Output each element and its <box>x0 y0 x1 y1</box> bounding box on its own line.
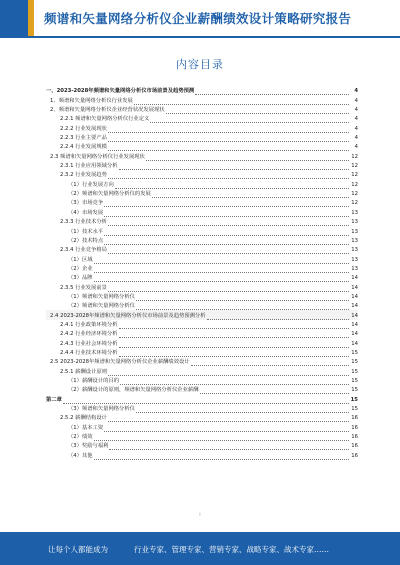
toc-dot-leader <box>108 249 349 255</box>
toc-entry-title: 一、2023-2028年频谱和矢量网络分析仪市场前景及趋势预测 <box>46 88 195 95</box>
toc-entry[interactable] <box>46 366 358 375</box>
header-divider <box>0 36 400 38</box>
toc-entry-title: 2.4.3 行业社会环境分析 <box>60 340 118 347</box>
toc-entry[interactable] <box>46 142 358 151</box>
toc-entry[interactable] <box>46 207 358 216</box>
toc-entry-title: 2.2.3 行业主要产品 <box>60 135 107 142</box>
toc-entry-title: （3）品牌 <box>68 275 93 282</box>
toc-entry[interactable] <box>46 329 358 338</box>
toc-entry-page: 15 <box>351 349 358 356</box>
toc-entry-title: 2.4.1 行业政策环境分析 <box>60 321 118 328</box>
toc-entry[interactable] <box>46 95 358 104</box>
toc-entry-page: 15 <box>350 396 358 403</box>
toc-entry-page: 16 <box>351 443 358 450</box>
toc-entry-title: （1）频谱和矢量网络分析仪 <box>68 293 135 300</box>
report-title: 频谱和矢量网络分析仪企业薪酬绩效设计策略研究报告 <box>44 11 352 26</box>
toc-entry[interactable] <box>46 114 358 123</box>
toc-dot-leader <box>109 445 349 451</box>
toc-entry-title: 2.3 频谱和矢量网络分析仪行业发展现状 <box>50 153 145 160</box>
toc-entry-title: 2.3.4 行业竞争格局 <box>60 247 107 254</box>
toc-entry-page: 14 <box>351 293 358 300</box>
toc-entry-page: 15 <box>351 359 358 366</box>
toc-entry[interactable] <box>46 385 358 394</box>
toc-entry[interactable] <box>46 226 358 235</box>
toc-entry-title: 2.3.1 行业应用领域分析 <box>60 163 118 170</box>
table-of-contents <box>46 86 358 460</box>
toc-dot-leader <box>119 165 349 171</box>
toc-entry-title: （1）行业发展方向 <box>68 181 114 188</box>
toc-entry[interactable] <box>46 86 358 95</box>
toc-dot-leader <box>94 267 349 273</box>
toc-entry-page: 14 <box>351 303 358 310</box>
toc-entry-page: 15 <box>351 368 358 375</box>
toc-entry-title: （2）薪酬设计的原则，频谱和矢量网络分析仪企业薪酬 <box>68 387 199 394</box>
toc-entry-title: 2.5 2023-2028年频谱和矢量网络分析仪企业薪酬绩效设计 <box>50 359 190 366</box>
toc-dot-leader <box>104 426 349 432</box>
toc-entry[interactable] <box>46 413 358 422</box>
toc-entry-page: 13 <box>351 265 358 272</box>
toc-dot-leader <box>108 137 349 143</box>
toc-entry[interactable] <box>46 264 358 273</box>
toc-dot-leader <box>104 239 349 245</box>
toc-entry[interactable] <box>46 310 358 319</box>
toc-entry-page: 4 <box>354 88 358 95</box>
toc-dot-leader <box>94 454 349 460</box>
toc-entry[interactable] <box>46 394 358 403</box>
toc-entry[interactable] <box>46 133 358 142</box>
toc-dot-leader <box>108 417 349 423</box>
toc-entry-title: （1）技术水平 <box>68 228 104 235</box>
toc-dot-leader <box>108 174 349 180</box>
toc-entry-page: 13 <box>351 219 358 226</box>
toc-entry-page: 4 <box>354 97 358 104</box>
toc-entry-page: 13 <box>351 237 358 244</box>
toc-dot-leader <box>94 436 349 442</box>
toc-dot-leader <box>200 389 350 395</box>
toc-entry-title: （1）区域 <box>68 256 93 263</box>
toc-entry[interactable] <box>46 320 358 329</box>
toc-dot-leader <box>108 370 349 376</box>
toc-entry-page: 13 <box>351 209 358 216</box>
toc-dot-leader <box>166 109 349 115</box>
toc-entry-page: 4 <box>354 135 358 142</box>
toc-dot-leader <box>150 118 349 124</box>
toc-dot-leader <box>191 361 349 367</box>
toc-entry-page: 12 <box>351 200 358 207</box>
toc-heading: 内容目录 <box>176 58 224 71</box>
toc-entry-page: 13 <box>351 256 358 263</box>
toc-dot-leader <box>94 277 349 283</box>
toc-entry-page: 4 <box>354 144 358 151</box>
toc-entry[interactable] <box>46 198 358 207</box>
toc-entry[interactable] <box>46 170 358 179</box>
toc-entry[interactable] <box>46 151 358 160</box>
toc-entry-title: （1）薪酬设计的目的 <box>68 378 120 384</box>
toc-entry-page: 12 <box>351 163 358 170</box>
header-stripe <box>0 0 28 36</box>
toc-entry[interactable] <box>46 282 358 291</box>
toc-entry-title: （4）其他 <box>68 452 93 459</box>
toc-entry[interactable] <box>46 189 358 198</box>
toc-entry-page: 15 <box>351 387 358 394</box>
toc-entry-title: 2.3.3 行业技术分析 <box>60 219 107 226</box>
toc-entry-page: 4 <box>354 116 358 123</box>
toc-entry[interactable] <box>46 422 358 431</box>
toc-entry[interactable] <box>46 301 358 310</box>
toc-dot-leader <box>152 193 349 199</box>
toc-entry-title: 2.2.1 频谱和矢量网络分析仪行业定义 <box>60 116 150 123</box>
toc-dot-leader <box>119 342 349 348</box>
toc-dot-leader <box>108 221 349 227</box>
toc-dot-leader <box>104 202 349 208</box>
toc-entry-page: 14 <box>351 340 358 347</box>
toc-entry-page: 13 <box>351 228 358 235</box>
toc-entry[interactable] <box>46 245 358 254</box>
toc-entry-page: 16 <box>351 452 358 459</box>
toc-entry[interactable] <box>46 123 358 132</box>
toc-entry-page: 4 <box>354 125 358 132</box>
toc-dot-leader <box>108 127 349 133</box>
toc-entry[interactable] <box>46 236 358 245</box>
toc-entry-title: 2.4 2023-2028年频谱和矢量网络分析仪市场前景及趋势预测分析 <box>50 312 206 319</box>
toc-entry-page: 14 <box>351 331 358 338</box>
toc-dot-leader <box>134 99 349 105</box>
toc-entry-page: 14 <box>351 275 358 282</box>
toc-entry-title: （2）频谱和矢量网络分析仪的发展 <box>68 191 151 198</box>
toc-entry[interactable] <box>46 376 358 385</box>
toc-entry-title: （2）技术特点 <box>68 237 104 244</box>
toc-entry-page: 12 <box>351 191 358 198</box>
toc-entry-page: 13 <box>351 247 358 254</box>
toc-entry-page: 14 <box>351 312 358 319</box>
toc-entry[interactable] <box>46 217 358 226</box>
toc-dot-leader <box>115 183 349 189</box>
toc-dot-leader <box>146 155 349 161</box>
toc-dot-leader <box>136 408 349 414</box>
toc-dot-leader <box>108 286 349 292</box>
toc-entry-title: 2.5.2 薪酬结构设计 <box>60 415 107 422</box>
toc-entry-page: 12 <box>351 181 358 188</box>
toc-entry-page: 14 <box>351 321 358 328</box>
toc-entry-title: 2.2.4 行业发展规模 <box>60 144 107 151</box>
toc-entry-title: （4）市场发展 <box>68 209 104 216</box>
toc-dot-leader <box>108 146 349 152</box>
toc-dot-leader <box>104 230 349 236</box>
toc-entry[interactable] <box>46 441 358 450</box>
toc-dot-leader <box>119 333 349 339</box>
toc-dot-leader <box>63 398 349 404</box>
toc-entry-title: （2）频谱和矢量网络分析仪 <box>68 303 135 310</box>
toc-entry[interactable] <box>46 161 358 170</box>
toc-entry-page: 14 <box>351 284 358 291</box>
toc-entry[interactable] <box>46 179 358 188</box>
header-accent-stripe <box>28 0 34 36</box>
toc-dot-leader <box>195 90 349 96</box>
toc-entry[interactable] <box>46 404 358 413</box>
toc-entry[interactable] <box>46 105 358 114</box>
toc-entry-page: 16 <box>351 434 358 441</box>
toc-entry-title: （2）企业 <box>68 265 93 272</box>
toc-entry[interactable] <box>46 450 358 459</box>
toc-entry[interactable] <box>46 254 358 263</box>
toc-entry[interactable] <box>46 357 358 366</box>
toc-entry[interactable] <box>46 338 358 347</box>
toc-entry-page: 15 <box>351 378 358 384</box>
toc-entry-page: 12 <box>351 172 358 179</box>
toc-dot-leader <box>120 380 349 386</box>
toc-entry-page: 4 <box>354 107 358 114</box>
toc-dot-leader <box>104 211 349 217</box>
toc-entry[interactable] <box>46 348 358 357</box>
toc-dot-leader <box>136 305 349 311</box>
footer-roles: 行业专家、管理专家、营销专家、战略专家、战术专家…… <box>134 545 329 554</box>
toc-entry-title: 第二章 <box>46 396 62 403</box>
toc-dot-leader <box>136 295 349 301</box>
toc-dot-leader <box>119 351 349 357</box>
toc-entry-title: （2）绩效 <box>68 434 93 441</box>
toc-entry-page: 16 <box>351 424 358 431</box>
toc-dot-leader <box>119 323 349 329</box>
toc-entry-title: （3）奖励与福利 <box>68 443 109 450</box>
toc-entry-title: 2、频谱和矢量网络分析仪企业经营状况发展现状 <box>50 107 165 114</box>
toc-entry-title: 2.2.2 行业发展现状 <box>60 125 107 132</box>
toc-entry-title: （3）频谱和矢量网络分析仪 <box>68 406 135 413</box>
toc-entry-title: （1）基本工资 <box>68 424 104 431</box>
page-number: I <box>199 512 201 517</box>
toc-entry[interactable] <box>46 432 358 441</box>
toc-entry-page: 16 <box>351 415 358 422</box>
toc-entry-page: 15 <box>351 406 358 413</box>
toc-dot-leader <box>207 314 349 320</box>
toc-entry-title: （3）市场竞争 <box>68 200 104 207</box>
toc-entry-title: 2.4.2 行业经济环境分析 <box>60 331 118 338</box>
toc-entry[interactable] <box>46 292 358 301</box>
toc-entry-title: 1、频谱和矢量网络分析仪行业发展 <box>50 97 133 104</box>
toc-entry-title: 2.4.4 行业技术环境分析 <box>60 349 118 356</box>
toc-entry-title: 2.3.5 行业发展前景 <box>60 284 107 291</box>
toc-entry-title: 2.5.1 薪酬设计原则 <box>60 368 107 375</box>
toc-dot-leader <box>94 258 349 264</box>
toc-entry-page: 12 <box>351 153 358 160</box>
footer-slogan: 让每个人都能成为 <box>48 545 108 554</box>
toc-entry[interactable] <box>46 273 358 282</box>
toc-entry-title: 2.3.2 行业发展趋势 <box>60 172 107 179</box>
